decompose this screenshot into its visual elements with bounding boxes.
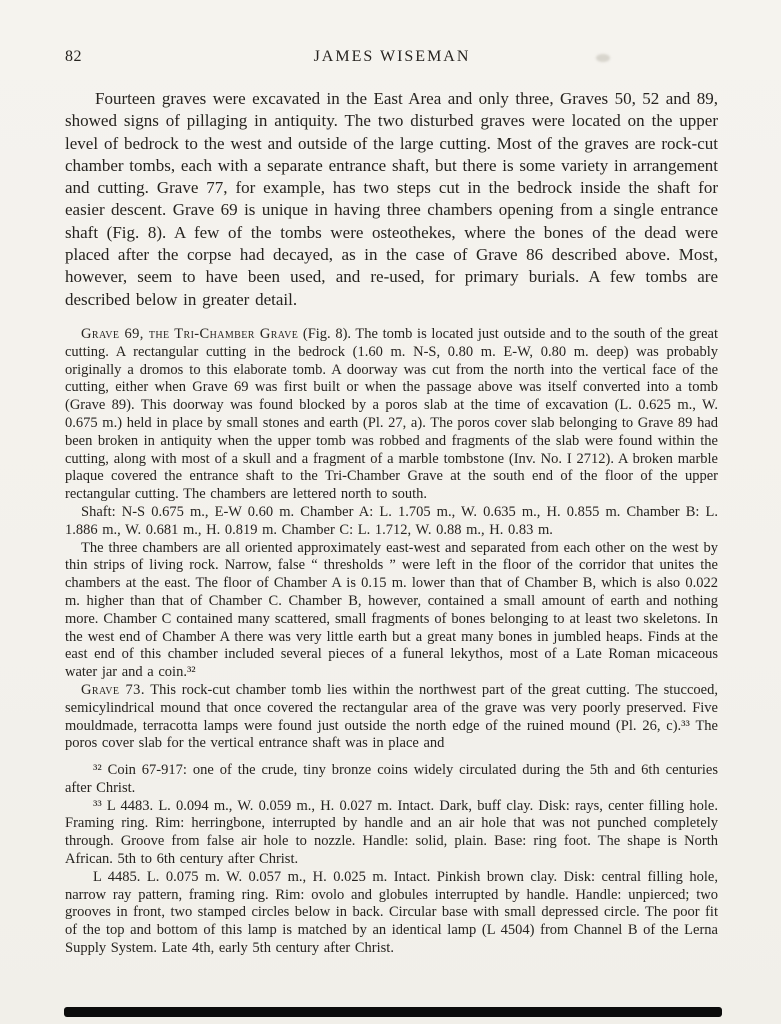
scan-artifact-bar	[64, 1007, 722, 1017]
paragraph-shaft-measurements: Shaft: N-S 0.675 m., E-W 0.60 m. Chamber A: L. 1.705 m., W. 0.635 m., H. 0.855 m. Chamber B: L. 1.886 m., W. 0.681 m., H. 0.819 m. Chamber C: L. 1.712, W. 0.88 m., H. 0.83 m.	[65, 503, 718, 538]
grave-73-text: This rock-cut chamber tomb lies within the northwest part of the great cutting. The stuccoed, semicylindrical mound that once covered the rectangular area of the grave was very poorly preserved. Five mouldmade, terracotta lamps were found just outside the north edge of the ruined mound (Pl. 26, c).³³ The poros cover slab for the vertical entrance shaft was in place and	[65, 681, 718, 752]
scan-smudge-mark	[596, 54, 610, 62]
grave-69-heading: Grave 69, the Tri-Chamber Grave	[81, 325, 299, 342]
footnote-32: ³² Coin 67-917: one of the crude, tiny bronze coins widely circulated during the 5th and 6th centuries after Christ.	[65, 762, 718, 796]
paragraph-grave-69	[65, 326, 718, 504]
grave-73-heading: Grave 73.	[81, 681, 145, 698]
grave-69-text: (Fig. 8). The tomb is located just outside and to the south of the great cutting. A rectangular cutting in the bedrock (1.60 m. N-S, 0.80 m. E-W, 0.80 m. deep) was probably originally a dromos to this elaborate tomb. A doorway was cut from the north into the vertical face of the cutting, either when Grave 69 was first built or when the passage above was itself converted into a tomb (Grave 89). This doorway was found blocked by a poros slab at the time of excavation (L. 0.625 m., W. 0.675 m.) held in place by small stones and earth (Pl. 27, a). The poros cover slab belonging to Grave 89 had been broken in antiquity when the upper tomb was robbed and fragments of the slab were found within the cutting, along with most of a skull and a fragment of a marble tombstone (Inv. No. I 2712). A broken marble plaque covered the entrance shaft to the Tri-Chamber Grave at the south end of the floor of the upper rectangular cutting. The chambers are lettered north to south.	[65, 325, 718, 503]
paragraph-chambers: The three chambers are all oriented approximately east-west and separated from each other on the west by thin strips of living rock. Narrow, false “ thresholds ” were left in the floor of the corridor that unites the chambers at the east. The floor of Chamber A is 0.15 m. lower than that of Chamber B, which is also 0.022 m. higher than that of Chamber C. Chamber B, however, contained a small amount of earth and nothing more. Chamber C contained many scattered, small fragments of bones belonging to at least two skeletons. In the west end of Chamber A there was very little earth but a great many bones in jumbled heaps. Finds at the east end of this chamber included several pieces of a funeral lekythos, most of a Late Roman micaceous water jar and a coin.³²	[65, 539, 718, 681]
footnote-33-continued: L 4485. L. 0.075 m. W. 0.057 m., H. 0.025 m. Intact. Pinkish brown clay. Disk: central filling hole, narrow ray pattern, framing ring. Rim: ovolo and globules interrupted by handle. Handle: unpierced; two grooves in front, two stamped circles below in back. Circular base with small depressed circle. The poor fit of the top and bottom of this lamp is matched by an identical lamp (L 4504) from Channel B of the Lerna Supply System. Late 4th, early 5th century after Christ.	[65, 868, 718, 957]
paragraph-intro: Fourteen graves were excavated in the East Area and only three, Graves 50, 52 and 89, showed signs of pillaging in antiquity. The two disturbed graves were located on the upper level of bedrock to the west and outside of the large cutting. Most of the graves are rock-cut chamber tombs, each with a separate entrance shaft, but there is some variety in arrangement and cutting. Grave 77, for example, has two steps cut in the bedrock inside the shaft for easier descent. Grave 69 is unique in having three chambers opening from a single entrance shaft (Fig. 8). A few of the tombs were osteothekes, where the bones of the dead were placed after the corpse had decayed, as in the case of Grave 86 described above. Most, however, seem to have been used, and re-used, for primary burials. A few tombs are described below in greater detail.	[65, 89, 718, 309]
paragraph-grave-73	[65, 682, 718, 753]
footnotes-section	[65, 762, 718, 958]
running-head: JAMES WISEMAN	[313, 48, 471, 65]
page-header	[65, 48, 719, 68]
page-number: 82	[65, 48, 82, 65]
footnote-33: ³³ L 4483. L. 0.094 m., W. 0.059 m., H. 0.027 m. Intact. Dark, buff clay. Disk: rays, center filling hole. Framing ring. Rim: herringbone, interrupted by handle and an air hole that was not punched completely through. Groove from false air hole to nozzle. Handle: solid, plain. Base: ring foot. The shape is North African. 5th to 6th century after Christ.	[65, 797, 718, 868]
text-block	[65, 88, 718, 958]
